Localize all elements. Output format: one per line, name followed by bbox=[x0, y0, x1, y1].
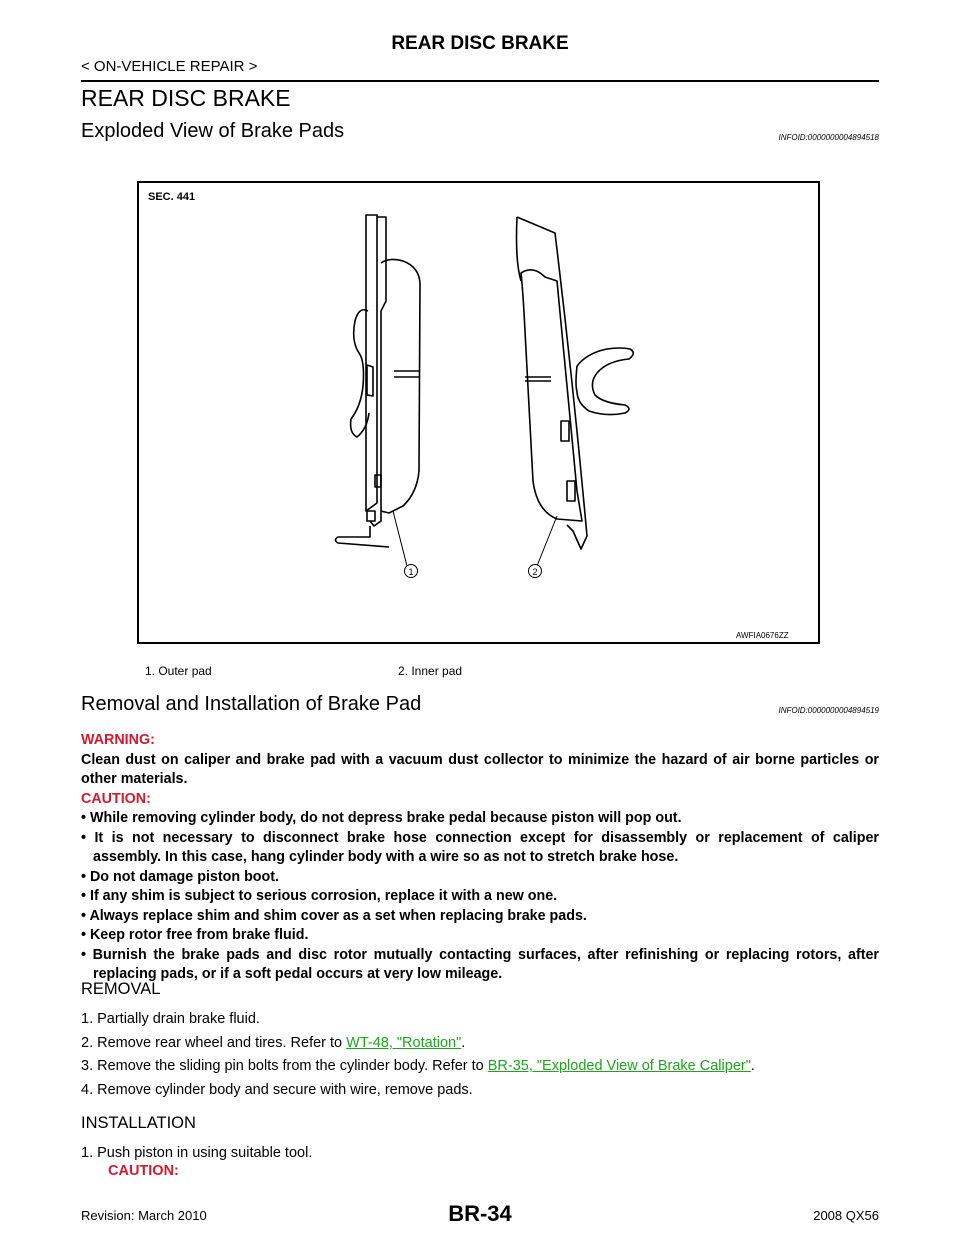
section-title: REAR DISC BRAKE bbox=[81, 85, 291, 111]
caution-item: • If any shim is subject to serious corrosion, replace it with a new one. bbox=[81, 888, 558, 904]
leader-line-1 bbox=[393, 511, 407, 566]
vehicle-model: 2008 QX56 bbox=[813, 1208, 879, 1223]
inner-pad-piston-clip bbox=[577, 348, 633, 415]
installation-caution-label: CAUTION: bbox=[108, 1163, 179, 1179]
page-header-title: REAR DISC BRAKE bbox=[391, 33, 569, 54]
caution-item: • While removing cylinder body, do not depress brake pedal because piston will pop out. bbox=[81, 810, 682, 826]
removal-step-2-text: 2. Remove rear wheel and tires. Refer to bbox=[81, 1035, 347, 1051]
removal-heading: REMOVAL bbox=[81, 980, 161, 998]
caution-item: • Do not damage piston boot. bbox=[81, 868, 279, 885]
rotation-reference-link[interactable]: WT-48, "Rotation" bbox=[346, 1035, 462, 1051]
revision-date: Revision: March 2010 bbox=[81, 1208, 207, 1223]
legend-item-outer-pad: 1. Outer pad bbox=[145, 664, 212, 678]
brake-caliper-reference-link[interactable]: BR-35, "Exploded View of Brake Caliper" bbox=[487, 1058, 751, 1074]
outer-pad-backing-plate bbox=[366, 215, 377, 511]
figure-sec-label: SEC. 441 bbox=[148, 191, 196, 203]
warning-label: WARNING: bbox=[81, 732, 155, 748]
removal-installation-title: Removal and Installation of Brake Pad bbox=[81, 693, 422, 715]
callout-2 bbox=[529, 565, 542, 578]
leader-line-2 bbox=[537, 516, 557, 566]
removal-step-2-end: . bbox=[461, 1035, 466, 1051]
removal-step-3 bbox=[81, 1058, 755, 1074]
outer-pad-lining bbox=[381, 259, 420, 513]
removal-step-1: 1. Partially drain brake fluid. bbox=[81, 1011, 260, 1027]
header-rule bbox=[81, 80, 879, 82]
removal-step-4: 4. Remove cylinder body and secure with wire, remove pads. bbox=[81, 1082, 473, 1098]
removal-step-3-end: . bbox=[750, 1058, 755, 1074]
installation-step-1: 1. Push piston in using suitable tool. bbox=[81, 1145, 313, 1161]
caution-item: • It is not necessary to disconnect brake hose connection except for disassembly or replacement of caliper assembly. In this case, hang cylinder body with a wire so as not to stretch brake hose. bbox=[81, 829, 879, 865]
legend-item-inner-pad: 2. Inner pad bbox=[398, 664, 463, 678]
caution-item: • Always replace shim and shim cover as a set when replacing brake pads. bbox=[81, 907, 587, 924]
breadcrumb: < ON-VEHICLE REPAIR > bbox=[81, 58, 258, 75]
outer-pad-notch bbox=[375, 475, 381, 487]
caution-label: CAUTION: bbox=[81, 790, 151, 807]
outer-pad-lower-tab bbox=[336, 526, 390, 547]
svg-text:2: 2 bbox=[532, 567, 538, 577]
svg-text:1: 1 bbox=[408, 567, 414, 577]
page-number: BR-34 bbox=[448, 1201, 512, 1226]
exploded-view-title: Exploded View of Brake Pads bbox=[81, 120, 345, 142]
caution-item: • Burnish the brake pads and disc rotor mutually contacting surfaces, after refinishing or replacing rotors, after replacing pads, or if a soft pedal occurs at very low mileage. bbox=[81, 946, 879, 982]
brake-pad-illustration bbox=[137, 181, 820, 644]
caution-item: • Keep rotor free from brake fluid. bbox=[81, 927, 309, 943]
callout-1 bbox=[405, 565, 418, 578]
removal-step-2 bbox=[81, 1035, 465, 1051]
warning-text: Clean dust on caliper and brake pad with a vacuum dust collector to minimize the hazard of air borne particles or other materials. bbox=[81, 751, 879, 787]
removal-installation-infoid: INFOID:0000000004894519 bbox=[778, 706, 879, 715]
removal-step-3-text: 3. Remove the sliding pin bolts from the cylinder body. Refer to bbox=[81, 1058, 488, 1074]
warning-caution-block bbox=[81, 731, 879, 985]
figure-code: AWFIA0676ZZ bbox=[736, 631, 789, 640]
installation-heading: INSTALLATION bbox=[81, 1114, 196, 1132]
exploded-view-infoid: INFOID:0000000004894518 bbox=[778, 133, 879, 142]
